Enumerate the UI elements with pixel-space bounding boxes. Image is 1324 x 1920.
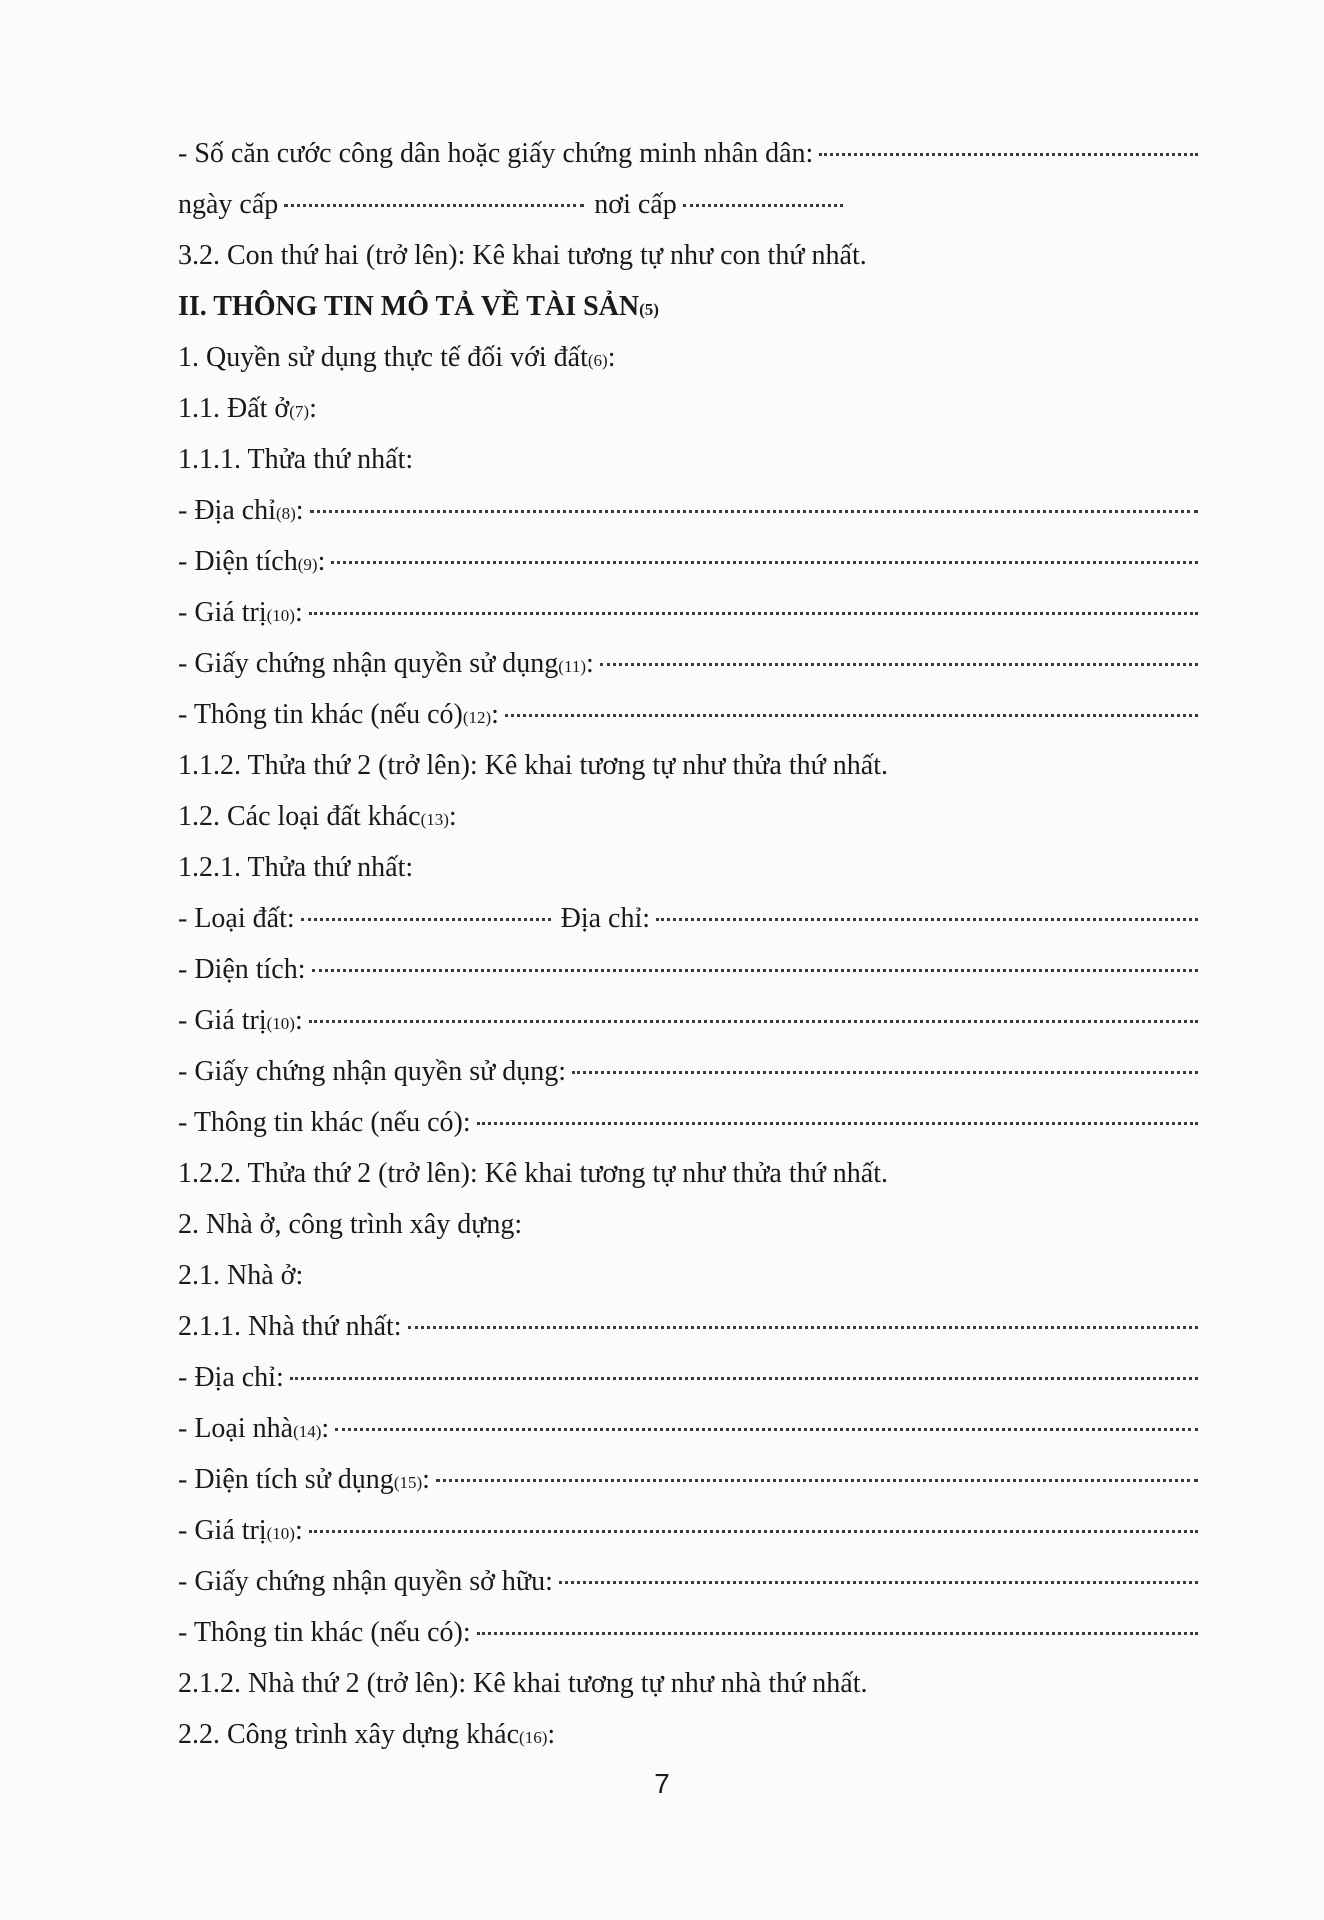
line-label: 1.1.2. Thửa thứ 2 (trở lên): Kê khai tương tự như thửa thứ nhất. xyxy=(178,750,888,781)
label-colon: : xyxy=(295,495,304,526)
form-line: - Giấy chứng nhận quyền sử dụng (11) : xyxy=(178,638,1198,689)
line-label: ngày cấp xyxy=(178,189,279,220)
fill-in-blank[interactable] xyxy=(309,584,1198,615)
form-line xyxy=(178,1556,1198,1607)
fill-in-blank[interactable] xyxy=(290,1349,1198,1380)
form-line xyxy=(178,1199,1198,1250)
fill-in-blank[interactable] xyxy=(284,176,584,207)
label-colon: : xyxy=(294,1515,303,1546)
fill-in-blank[interactable] xyxy=(301,890,551,921)
form-line xyxy=(178,1607,1198,1658)
fill-in-blank[interactable] xyxy=(331,533,1198,564)
form-line xyxy=(178,230,1198,281)
label-colon: : xyxy=(586,648,594,679)
line-label: - Thông tin khác (nếu có) xyxy=(178,699,463,730)
fill-in-blank[interactable] xyxy=(477,1604,1198,1635)
label-colon: : xyxy=(294,597,303,628)
form-line xyxy=(178,1352,1198,1403)
line-label: - Loại đất: xyxy=(178,903,295,934)
fill-in-blank[interactable] xyxy=(436,1451,1198,1482)
fill-in-blank[interactable] xyxy=(600,635,1198,666)
form-line xyxy=(178,1250,1198,1301)
line-label: - Giấy chứng nhận quyền sử dụng: xyxy=(178,1056,567,1087)
line-label: - Địa chỉ: xyxy=(178,1362,284,1393)
line-label: 1.2.2. Thửa thứ 2 (trở lên): Kê khai tương tự như thửa thứ nhất. xyxy=(178,1158,888,1189)
line-label: - Giá trị xyxy=(178,1005,267,1036)
form-line xyxy=(178,1097,1198,1148)
line-label: 3.2. Con thứ hai (trở lên): Kê khai tương tự như con thứ nhất. xyxy=(178,240,867,271)
line-label: 1.1. Đất ở xyxy=(178,393,290,424)
label-colon: : xyxy=(309,393,317,424)
line-label: - Thông tin khác (nếu có): xyxy=(178,1107,471,1138)
fill-in-blank[interactable] xyxy=(335,1400,1198,1431)
fill-in-blank[interactable] xyxy=(477,1094,1198,1125)
line-label: - Số căn cước công dân hoặc giấy chứng minh nhân dân: xyxy=(178,138,814,169)
line-label: - Diện tích sử dụng xyxy=(178,1464,394,1495)
form-line: - Diện tích sử dụng (15) : xyxy=(178,1454,1198,1505)
line-label: - Địa chỉ xyxy=(178,495,276,526)
line-label: - Giá trị xyxy=(178,1515,267,1546)
label-colon: : xyxy=(448,801,457,832)
form-line xyxy=(178,842,1198,893)
fill-in-blank[interactable] xyxy=(505,686,1198,717)
line-label: 2.1. Nhà ở: xyxy=(178,1260,304,1291)
form-line: 2.2. Công trình xây dựng khác (16) : xyxy=(178,1709,1198,1760)
form-line: - Thông tin khác (nếu có) (12) : xyxy=(178,689,1198,740)
label-colon: : xyxy=(607,342,616,373)
form-line xyxy=(178,1148,1198,1199)
line-label: - Diện tích xyxy=(178,546,298,577)
line-label: - Giá trị xyxy=(178,597,267,628)
declaration-form-body xyxy=(178,128,1198,1760)
line-label-secondary: nơi cấp xyxy=(594,189,677,220)
label-colon: : xyxy=(317,546,326,577)
line-label: 2.2. Công trình xây dựng khác xyxy=(178,1719,520,1750)
fill-in-blank[interactable] xyxy=(408,1298,1198,1329)
line-label: - Diện tích: xyxy=(178,954,306,985)
form-line xyxy=(178,944,1198,995)
form-line xyxy=(178,434,1198,485)
page-number: 7 xyxy=(654,1768,670,1799)
form-line xyxy=(178,1301,1198,1352)
fill-in-blank[interactable] xyxy=(309,992,1198,1023)
label-colon: : xyxy=(321,1413,330,1444)
fill-in-blank[interactable] xyxy=(310,482,1198,513)
form-line: - Loại nhà (14) : xyxy=(178,1403,1198,1454)
line-label: 1.2. Các loại đất khác xyxy=(178,801,421,832)
form-line: 1. Quyền sử dụng thực tế đối với đất (6) : xyxy=(178,332,1198,383)
form-line xyxy=(178,1046,1198,1097)
section-heading: II. THÔNG TIN MÔ TẢ VỀ TÀI SẢN (5) xyxy=(178,281,1198,332)
line-label: - Loại nhà xyxy=(178,1413,294,1444)
line-label: 1.1.1. Thửa thứ nhất: xyxy=(178,444,414,475)
form-line xyxy=(178,1658,1198,1709)
form-line: - Giá trị (10) : xyxy=(178,1505,1198,1556)
form-line: - Giá trị (10) : xyxy=(178,587,1198,638)
form-line xyxy=(178,740,1198,791)
form-line xyxy=(178,893,1198,944)
form-line: 1.1. Đất ở (7) : xyxy=(178,383,1198,434)
line-label: II. THÔNG TIN MÔ TẢ VỀ TÀI SẢN xyxy=(178,291,640,322)
form-line xyxy=(178,179,1198,230)
form-line: - Giá trị (10) : xyxy=(178,995,1198,1046)
fill-in-blank-secondary[interactable] xyxy=(656,890,1198,921)
fill-in-blank-secondary[interactable] xyxy=(683,176,843,207)
line-label: 1. Quyền sử dụng thực tế đối với đất xyxy=(178,342,588,373)
fill-in-blank[interactable] xyxy=(312,941,1198,972)
form-line xyxy=(178,128,1198,179)
line-label: 2. Nhà ở, công trình xây dựng: xyxy=(178,1209,523,1240)
fill-in-blank[interactable] xyxy=(309,1502,1198,1533)
line-label: - Thông tin khác (nếu có): xyxy=(178,1617,471,1648)
line-label: 1.2.1. Thửa thứ nhất: xyxy=(178,852,414,883)
fill-in-blank[interactable] xyxy=(559,1553,1198,1584)
line-label: 2.1.1. Nhà thứ nhất: xyxy=(178,1311,402,1342)
form-line: 1.2. Các loại đất khác (13) : xyxy=(178,791,1198,842)
line-label: - Giấy chứng nhận quyền sở hữu: xyxy=(178,1566,553,1597)
fill-in-blank[interactable] xyxy=(572,1043,1198,1074)
label-colon: : xyxy=(547,1719,556,1750)
label-colon: : xyxy=(422,1464,430,1495)
fill-in-blank[interactable] xyxy=(819,125,1198,156)
label-colon: : xyxy=(294,1005,303,1036)
form-line: - Diện tích (9) : xyxy=(178,536,1198,587)
form-line: - Địa chỉ (8) : xyxy=(178,485,1198,536)
line-label: 2.1.2. Nhà thứ 2 (trở lên): Kê khai tương tự như nhà thứ nhất. xyxy=(178,1668,868,1699)
label-colon: : xyxy=(491,699,499,730)
line-label-secondary: Địa chỉ: xyxy=(560,903,651,934)
line-label: - Giấy chứng nhận quyền sử dụng xyxy=(178,648,559,679)
